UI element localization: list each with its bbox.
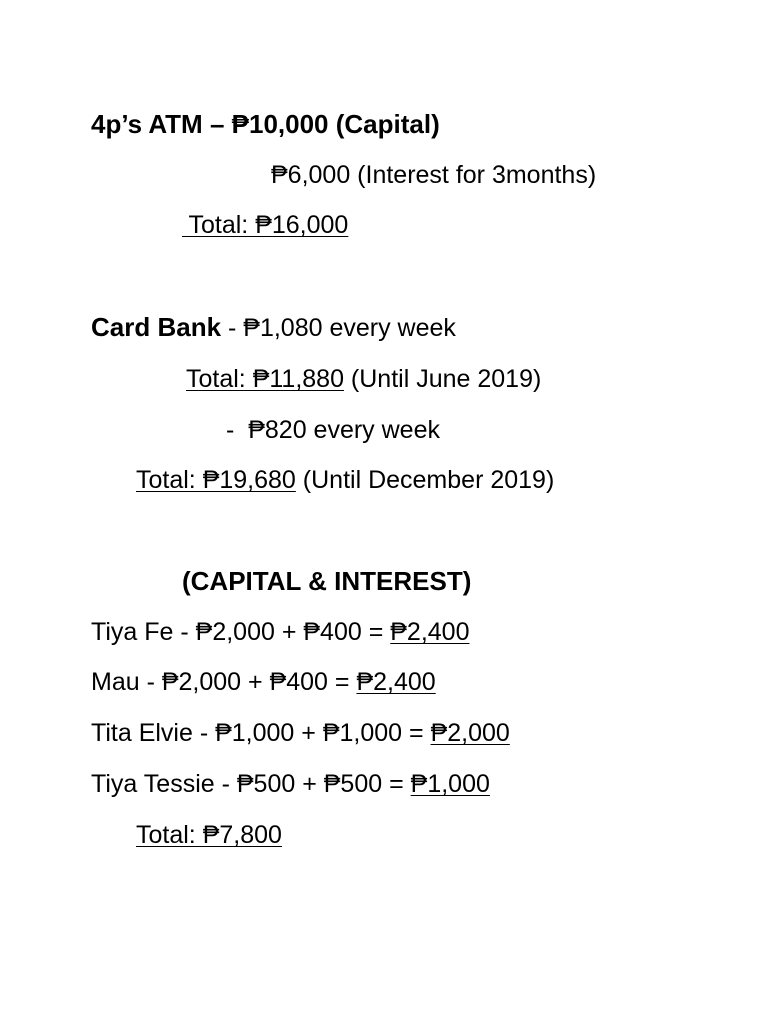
card-bank-weekly-1: - ₱1,080 every week: [221, 314, 456, 342]
row-expression: Tiya Tessie - ₱500 + ₱500 =: [91, 770, 411, 798]
row-expression: Tita Elvie - ₱1,000 + ₱1,000 =: [91, 719, 431, 747]
atm-dash: –: [202, 109, 232, 139]
card-bank-until-2: (Until December 2019): [295, 466, 555, 494]
row-expression: Mau - ₱2,000 + ₱400 =: [91, 668, 357, 696]
capital-interest-row: [91, 667, 436, 697]
card-bank-line: [91, 312, 456, 343]
atm-capital: ₱10,000 (Capital): [231, 109, 440, 139]
row-result: ₱2,400: [390, 618, 470, 646]
capital-interest-heading: (CAPITAL & INTEREST): [182, 566, 472, 596]
atm-interest: ₱6,000 (Interest for 3months): [271, 161, 597, 189]
capital-interest-total: Total: ₱7,800: [136, 821, 282, 849]
capital-interest-row: [91, 718, 510, 748]
atm-total: Total: ₱16,000: [182, 211, 349, 239]
row-result: ₱2,400: [356, 668, 436, 696]
capital-interest-row: [91, 617, 470, 647]
card-bank-name: Card Bank: [91, 312, 222, 342]
atm-name: 4p’s ATM: [91, 109, 203, 139]
row-expression: Tiya Fe - ₱2,000 + ₱400 =: [91, 618, 391, 646]
card-bank-weekly-2: - ₱820 every week: [226, 416, 440, 444]
card-bank-until-1: (Until June 2019): [343, 365, 542, 393]
row-result: ₱1,000: [410, 770, 490, 798]
card-bank-total-2: Total: ₱19,680: [136, 466, 296, 494]
card-bank-total-1-line: [186, 364, 541, 394]
row-result: ₱2,000: [430, 719, 510, 747]
card-bank-total-2-line: [136, 465, 554, 495]
card-bank-total-1: Total: ₱11,880: [186, 365, 344, 393]
atm-heading-line: [91, 109, 440, 139]
capital-interest-row: [91, 769, 490, 799]
